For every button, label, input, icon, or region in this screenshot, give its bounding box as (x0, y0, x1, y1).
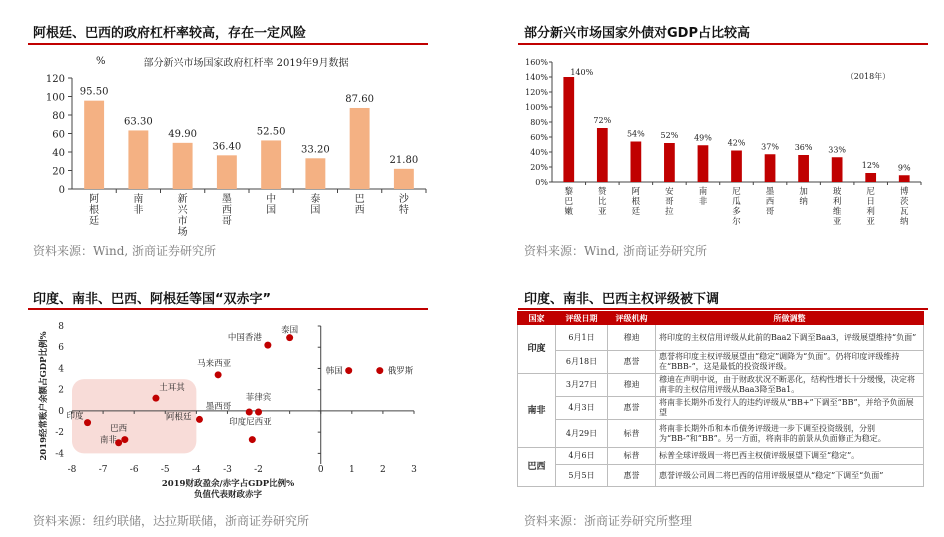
data-label: 140% (570, 68, 594, 77)
data-label: 36% (794, 143, 813, 152)
bar (832, 157, 843, 182)
y-tick-label: 20 (52, 166, 65, 178)
point-label: 墨西哥 (205, 401, 232, 412)
source-note: 资料来源：Wind, 浙商证券研究所 (33, 244, 217, 258)
x-tick-label: 阿根廷 (89, 194, 100, 227)
x-tick-label: 墨西哥 (765, 187, 775, 217)
point-label: 印度 (66, 411, 84, 422)
date-cell: 4月3日 (556, 397, 608, 420)
y-tick-label: 4 (58, 364, 64, 375)
x-tick-label: 南非 (133, 194, 144, 216)
data-label: 37% (761, 142, 779, 152)
header-date: 评级日期 (556, 312, 608, 325)
change-cell: 惠誉将印度主权评级展望由“稳定”调降为“负面”。仍将印度评级维持在“BBB-”，这是最低的投资级评级。 (656, 351, 924, 374)
table-row (518, 465, 924, 487)
x-axis-subtitle: 负值代表财政赤字 (193, 490, 263, 500)
bar (350, 108, 370, 189)
agency-cell: 穆迪 (608, 374, 656, 397)
bar (305, 158, 325, 189)
agency-cell: 惠誉 (608, 397, 656, 420)
change-cell: 标普全球评级周一将巴西主权债评级展望下调至“稳定”。 (656, 448, 924, 465)
scatter-point (246, 408, 253, 415)
external-debt-bar-chart (516, 50, 926, 232)
title-divider (28, 43, 428, 45)
country-cell: 南非 (518, 374, 556, 448)
y-tick-label: 80 (52, 111, 65, 122)
table-row (518, 374, 924, 397)
x-tick-label: 安哥拉 (665, 187, 674, 217)
x-tick-label: 沙特 (398, 194, 409, 216)
agency-cell: 穆迪 (608, 325, 656, 351)
y-tick-label: 60% (530, 133, 548, 142)
data-label: 52% (660, 131, 679, 140)
date-cell: 3月27日 (556, 374, 608, 397)
agency-cell: 标普 (608, 448, 656, 465)
agency-cell: 惠誉 (608, 351, 656, 374)
panel-title: 印度、南非、巴西主权评级被下调 (524, 292, 720, 307)
leverage-bar-chart (28, 48, 433, 238)
title-divider (518, 43, 928, 45)
y-tick-label: 40 (52, 148, 65, 159)
x-tick-label: 加纳 (799, 187, 808, 207)
y-tick-label: 80% (530, 118, 548, 127)
point-label: 菲律宾 (245, 392, 272, 403)
data-label: 9% (897, 163, 911, 173)
agency-cell: 标普 (608, 420, 656, 448)
y-tick-label: 2 (58, 385, 64, 396)
y-tick-label: 140% (525, 73, 548, 82)
data-label: 42% (727, 138, 746, 148)
x-tick-label: -2 (254, 465, 263, 475)
scatter-point (264, 342, 271, 349)
point-label: 印度尼西亚 (229, 417, 272, 428)
point-label: 土耳其 (159, 383, 185, 394)
panel-title: 阿根廷、巴西的政府杠杆率较高，存在一定风险 (33, 26, 307, 41)
point-label: 巴西 (110, 423, 128, 434)
y-tick-label: 6 (58, 343, 64, 354)
x-tick-label: 泰国 (310, 194, 321, 216)
point-label: 韩国 (325, 366, 343, 377)
twin-deficit-scatter-chart (28, 314, 433, 504)
data-label: 12% (861, 161, 880, 170)
country-cell: 印度 (518, 325, 556, 374)
scatter-point (84, 419, 91, 426)
bar (173, 143, 193, 189)
x-tick-label: 2 (380, 465, 386, 475)
scatter-point (152, 395, 159, 402)
x-tick-label: 3 (411, 465, 417, 475)
bar (128, 130, 148, 189)
point-label: 马来西亚 (197, 358, 232, 369)
scatter-point (196, 416, 203, 423)
change-cell: 将南非长期外币和本币债务评级进一步下调至投资级别，分别为“BB-”和“BB”。另一方面，将南非的前景从负面修正为稳定。 (656, 420, 924, 448)
scatter-point (121, 436, 128, 443)
bar (899, 175, 910, 182)
y-tick-label: 8 (58, 322, 64, 332)
table-row (518, 448, 924, 465)
data-label: 63.30 (124, 116, 153, 128)
y-axis-title: 2019经常账户余额占GDP比例% (39, 331, 49, 461)
data-label: 21.80 (389, 154, 419, 166)
x-tick-label: 博茨瓦纳 (899, 187, 909, 227)
date-cell: 4月29日 (556, 420, 608, 448)
y-tick-label: 40% (530, 148, 548, 157)
data-label: 52.50 (256, 126, 286, 138)
data-label: 49% (694, 133, 712, 143)
x-tick-label: 玻利维亚 (832, 187, 842, 227)
date-cell: 6月18日 (556, 351, 608, 374)
bar (731, 151, 742, 183)
panel-title: 印度、南非、巴西、阿根廷等国“双赤字” (33, 292, 272, 307)
x-tick-label: 黎巴嫩 (564, 187, 574, 217)
y-tick-label: 0 (58, 185, 65, 196)
header-agency: 评级机构 (608, 312, 656, 325)
change-cell: 穆迪在声明中说，由于财政状况不断恶化，结构性增长十分缓慢，决定将南非的主权信用评级从Baa3降至Ba1。 (656, 374, 924, 397)
date-cell: 6月1日 (556, 325, 608, 351)
source-note: 资料来源：Wind, 浙商证券研究所 (524, 244, 708, 258)
table-row (518, 325, 924, 351)
bar (261, 140, 281, 189)
y-tick-label: 100 (45, 92, 65, 104)
data-label: 87.60 (345, 93, 374, 105)
source-note: 资料来源：纽约联储，达拉斯联储，浙商证券研究所 (33, 514, 310, 528)
x-tick-label: 南非 (698, 187, 708, 207)
date-cell: 4月6日 (556, 448, 608, 465)
panel-title: 部分新兴市场国家外债对GDP占比较高 (524, 26, 750, 41)
table-row (518, 397, 924, 420)
rating-table (517, 311, 924, 487)
x-tick-label: 巴西 (354, 194, 365, 216)
y-tick-label: 0% (535, 178, 548, 187)
y-tick-label: 100% (525, 103, 548, 112)
point-label: 阿根廷 (165, 412, 192, 423)
table-row (518, 351, 924, 374)
y-tick-label: -4 (55, 449, 64, 460)
x-tick-label: 尼日利亚 (866, 187, 875, 227)
header-country: 国家 (518, 312, 556, 325)
change-cell: 将南非长期外币发行人的违约评级从“BB+”下调至“BB”，并给予负面展望 (656, 397, 924, 420)
x-tick-label: 1 (348, 465, 355, 475)
data-label: 33.20 (301, 144, 330, 156)
x-tick-label: -7 (98, 465, 108, 475)
x-tick-label: 中国 (266, 194, 277, 216)
bar (630, 142, 641, 183)
point-label: 南非 (99, 435, 117, 446)
x-tick-label: -4 (191, 465, 201, 475)
bar (563, 77, 574, 182)
title-divider (28, 308, 428, 310)
change-cell: 将印度的主权信用评级从此前的Baa2下调至Baa3，评级展望维持“负面” (656, 325, 924, 351)
x-tick-label: -3 (223, 465, 232, 475)
point-label: 泰国 (281, 325, 299, 336)
bar (798, 155, 809, 182)
data-label: 33% (828, 145, 847, 155)
y-tick-label: 60 (52, 129, 65, 141)
x-axis-title: 2019财政盈余/赤字占GDP比例% (161, 479, 295, 489)
x-tick-label: -6 (129, 465, 139, 475)
x-tick-label: 阿根廷 (631, 187, 641, 217)
country-cell: 巴西 (518, 448, 556, 487)
bar (394, 169, 414, 189)
bar (597, 128, 608, 182)
data-label: 36.40 (212, 141, 242, 153)
chart-annotation: （2018年） (845, 72, 891, 81)
x-tick-label: 赞比亚 (598, 187, 607, 217)
scatter-point (215, 371, 222, 378)
bar (698, 145, 709, 182)
x-tick-label: -5 (160, 465, 170, 475)
y-tick-label: 160% (525, 58, 548, 67)
x-tick-label: 0 (317, 465, 324, 475)
x-tick-label: 新兴市场 (177, 194, 188, 238)
date-cell: 5月5日 (556, 465, 608, 487)
scatter-point (376, 367, 383, 374)
x-tick-label: 墨西哥 (221, 194, 232, 227)
agency-cell: 惠誉 (608, 465, 656, 487)
data-label: 54% (626, 129, 645, 139)
scatter-point (345, 367, 352, 374)
point-label: 中国香港 (227, 333, 262, 344)
y-tick-label: 120% (525, 88, 548, 97)
scatter-point (255, 408, 262, 415)
bar (84, 101, 104, 189)
y-tick-label: 0 (58, 406, 64, 417)
bar (865, 173, 876, 182)
data-label: 49.90 (168, 128, 197, 140)
data-label: 95.50 (79, 86, 109, 98)
data-label: 72% (593, 116, 612, 125)
y-tick-label: 20% (530, 163, 548, 172)
chart-title: 部分新兴市场国家政府杠杆率 2019年9月数据 (143, 58, 349, 69)
title-divider (518, 308, 928, 310)
scatter-point (249, 436, 256, 443)
table-row (518, 420, 924, 448)
bar (765, 154, 776, 182)
table-header-row (518, 312, 924, 325)
y-tick-label: -2 (55, 428, 64, 439)
y-tick-label: 120 (45, 74, 65, 85)
change-cell: 惠誉评级公司周二将巴西的信用评级展望从“稳定”下调至“负面” (656, 465, 924, 487)
point-label: 俄罗斯 (387, 366, 414, 377)
header-change: 所做调整 (656, 312, 924, 325)
source-note: 资料来源：浙商证券研究所整理 (524, 514, 693, 528)
bar (217, 155, 237, 189)
y-unit-label: % (96, 56, 106, 67)
x-tick-label: 尼瓜多尔 (732, 187, 741, 227)
bar (664, 143, 675, 182)
x-tick-label: -8 (67, 465, 77, 475)
